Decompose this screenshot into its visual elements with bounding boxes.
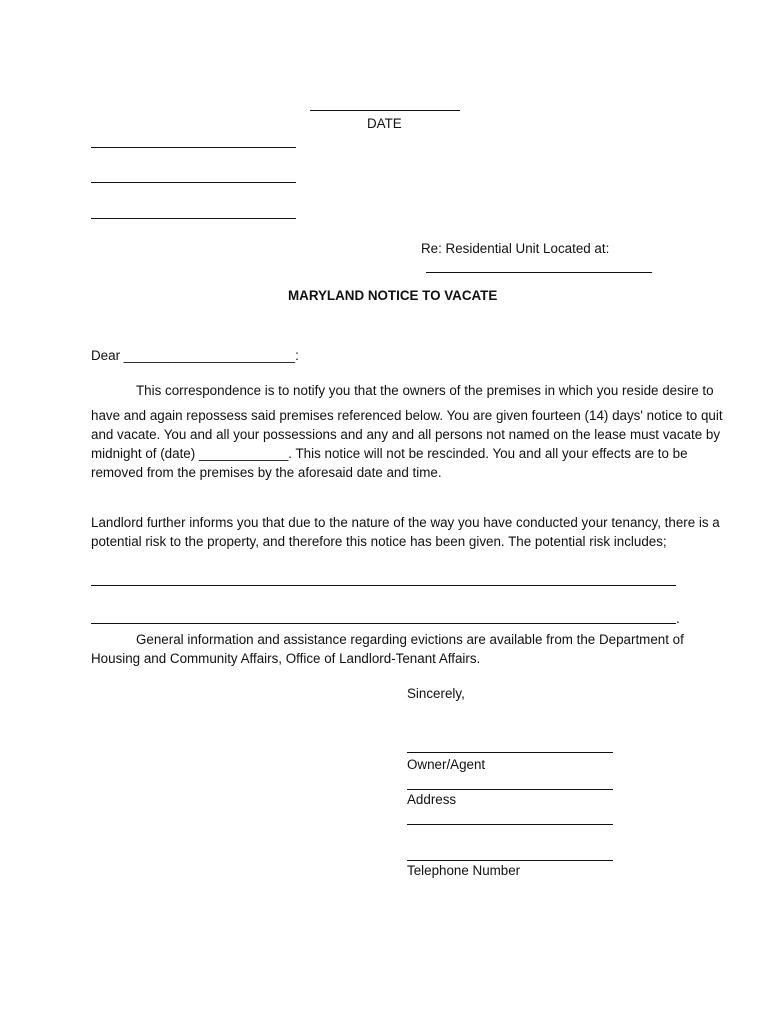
paragraph-1-body xyxy=(91,406,723,482)
paragraph-1-line-4: midnight of (date) ____________. This notice will not be rescinded. You and all your effects are to be xyxy=(91,446,688,461)
addressee-line-1 xyxy=(91,147,296,148)
paragraph-3-line-2: Housing and Community Affairs, Office of Landlord-Tenant Affairs. xyxy=(91,651,481,666)
salutation-prefix: Dear xyxy=(91,348,121,363)
owner-agent-signature-line xyxy=(407,752,613,753)
address-line-2 xyxy=(407,824,613,825)
addressee-line-2 xyxy=(91,182,296,183)
reference-label: Re: Residential Unit Located at: xyxy=(421,241,610,256)
paragraph-1-line-3: and vacate. You and all your possessions and any and all persons not named on the lease must vacate by xyxy=(91,427,721,442)
paragraph-1-line-1: This correspondence is to notify you that the owners of the premises in which you reside desire to xyxy=(136,383,714,398)
paragraph-1-line-5: removed from the premises by the aforesaid date and time. xyxy=(91,465,442,480)
address-line-1 xyxy=(407,789,613,790)
address-label: Address xyxy=(407,792,457,807)
paragraph-2-line-2: potential risk to the property, and therefore this notice has been given. The potential risk includes; xyxy=(91,534,667,549)
document-title: MARYLAND NOTICE TO VACATE xyxy=(288,288,498,303)
tenant-name-blank: _______________________ xyxy=(123,348,296,363)
paragraph-2-line-1: Landlord further informs you that due to the nature of the way you have conducted your tenancy, there is a xyxy=(91,515,720,530)
residential-unit-address-line xyxy=(426,272,652,273)
salutation-suffix: : xyxy=(295,348,299,363)
paragraph-1-line-2: have and again repossess said premises referenced below. You are given fourteen (14) days' notice to quit xyxy=(91,408,723,423)
telephone-line xyxy=(407,860,613,861)
risk-line-1 xyxy=(91,585,676,586)
telephone-label: Telephone Number xyxy=(407,863,521,878)
date-label: DATE xyxy=(367,116,402,131)
salutation xyxy=(91,348,299,363)
date-signature-line xyxy=(310,110,460,111)
risk-line-period: . xyxy=(676,611,680,626)
owner-agent-label: Owner/Agent xyxy=(407,757,486,772)
risk-line-2 xyxy=(91,623,676,624)
paragraph-3-line-1: General information and assistance regarding evictions are available from the Department of xyxy=(136,632,684,647)
closing-sincerely: Sincerely, xyxy=(407,686,465,701)
addressee-line-3 xyxy=(91,218,296,219)
paragraph-2 xyxy=(91,513,720,551)
